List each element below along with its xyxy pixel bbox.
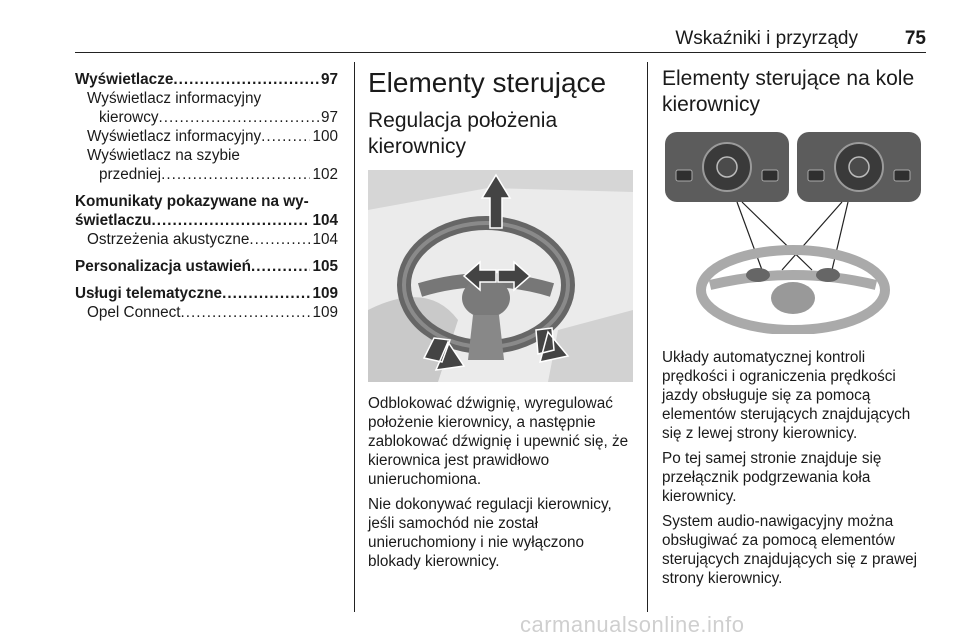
toc-entry	[75, 284, 338, 322]
right-column	[662, 66, 926, 594]
section-heading: Elementy sterujące na kole kierownicy	[662, 67, 915, 116]
paragraph: System audio-nawigacyjny można obsługiwać za pomocą elementów sterujących znajdujących się z prawej strony kierownicy.	[662, 513, 918, 587]
steering-wheel-image	[368, 170, 633, 382]
toc-title-cont: świetlaczu	[75, 212, 152, 229]
page-header	[75, 28, 926, 52]
toc-page: 102	[312, 166, 338, 183]
subsection-heading: Regulacja położenia kierownicy	[368, 109, 558, 158]
toc-subentry[interactable]	[75, 303, 338, 322]
toc-sub-title-cont: przedniej	[99, 166, 162, 183]
paragraph: Odblokować dźwignię, wyregulować położenie kierownicy, a następnie zablokować dźwignię i upewnić się, że kierownica jest prawidłowo unieruchomiona.	[368, 395, 629, 488]
toc-title: Komunikaty pokazywane na wy-	[75, 193, 309, 210]
toc-title: Personalizacja ustawień	[75, 258, 251, 275]
toc-title: Usługi telematyczne	[75, 285, 223, 302]
toc-subentry[interactable]	[75, 89, 338, 127]
toc-title: Wyświetlacze	[75, 71, 174, 88]
toc-subentry[interactable]	[75, 127, 338, 146]
paragraph: Układy automatycznej kontroli prędkości i ograniczenia prędkości jazdy obsługuje się za pomocą elementów sterujących znajdujących się z lewej strony kierownicy.	[662, 349, 911, 442]
toc-subentry[interactable]	[75, 146, 338, 184]
toc-page: 104	[312, 231, 338, 248]
toc-page: 97	[320, 109, 338, 126]
page-number: 75	[904, 28, 926, 49]
watermark: carmanualsonline.info	[520, 612, 745, 637]
toc-sub-title: Ostrzeżenia akustyczne	[87, 231, 250, 248]
toc-page: 97	[320, 71, 338, 88]
toc-page: 105	[312, 258, 338, 275]
toc-link[interactable]	[75, 192, 338, 230]
toc-subentry[interactable]	[75, 230, 338, 249]
toc-page: 109	[312, 285, 338, 302]
table-of-contents	[75, 70, 338, 322]
steering-controls-image	[662, 130, 924, 334]
header-title: Wskaźniki i przyrządy	[675, 28, 858, 49]
header-divider	[75, 52, 926, 53]
section-heading: Elementy sterujące	[368, 67, 607, 98]
steering-controls-illustration	[662, 130, 924, 334]
toc-sub-title: Wyświetlacz na szybie	[87, 147, 240, 164]
paragraph: Po tej samej stronie znajduje się przełącznik podgrzewania koła kierownicy.	[662, 450, 882, 505]
toc-link[interactable]	[75, 257, 338, 276]
toc-page: 100	[312, 128, 338, 145]
toc-sub-title-cont: kierowcy	[99, 109, 159, 126]
toc-entry	[75, 70, 338, 184]
body-text	[662, 348, 926, 588]
middle-column	[368, 66, 633, 577]
toc-entry	[75, 257, 338, 276]
toc-link[interactable]	[75, 70, 338, 89]
toc-sub-title: Wyświetlacz informacyjny	[87, 90, 262, 107]
paragraph: Nie dokonywać regulacji kierownicy, jeśli samochód nie został unieruchomiony i nie wyłączono blokady kierownicy.	[368, 496, 612, 570]
toc-entry	[75, 192, 338, 249]
column-divider-left	[354, 62, 355, 612]
body-text	[368, 394, 633, 571]
toc-link[interactable]	[75, 284, 338, 303]
steering-adjustment-illustration	[368, 170, 633, 382]
toc-page: 104	[312, 212, 338, 229]
toc-page: 109	[312, 304, 338, 321]
toc-sub-title: Opel Connect	[87, 304, 181, 321]
toc-sub-title: Wyświetlacz informacyjny	[87, 128, 262, 145]
column-divider-right	[647, 62, 648, 612]
